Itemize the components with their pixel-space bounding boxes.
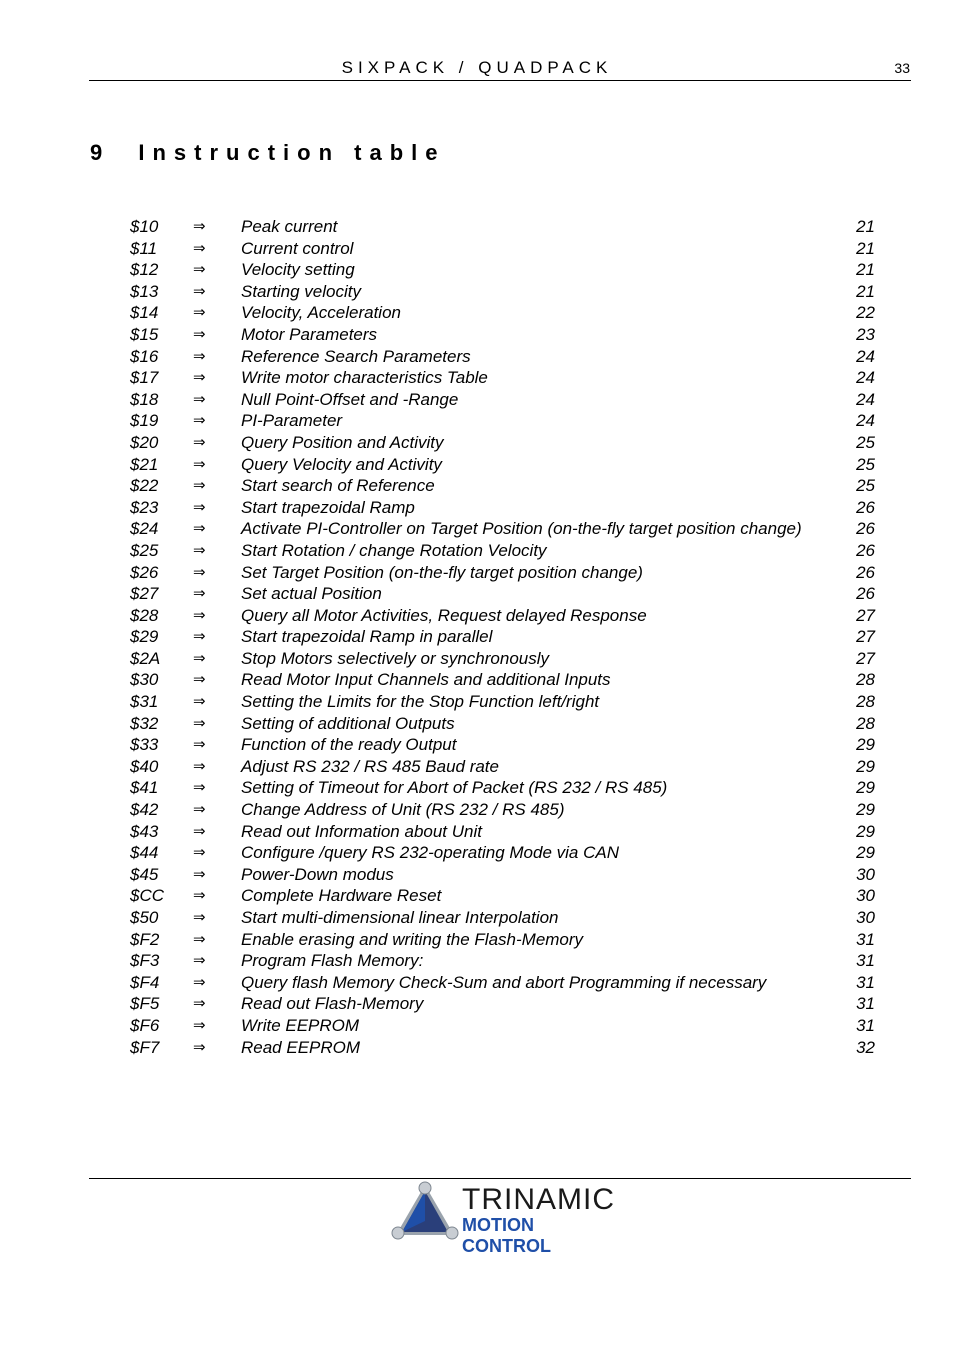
instruction-page: 28 [856,692,875,712]
arrow-icon: ⇒ [193,1016,206,1034]
table-row [130,1015,875,1037]
instruction-code: $21 [130,454,159,474]
instruction-code: $F4 [130,972,160,992]
arrow-icon: ⇒ [193,477,206,495]
arrow-icon: ⇒ [193,649,206,667]
table-row [130,842,875,864]
arrow-icon: ⇒ [193,693,206,711]
logo-wordmark: TRINAMIC [462,1183,615,1216]
instruction-description: Setting the Limits for the Stop Function left/right [241,692,600,712]
arrow-icon: ⇒ [193,757,206,775]
instruction-code: $41 [130,778,159,798]
instruction-page: 29 [856,756,875,776]
instruction-code: $15 [130,324,159,344]
instruction-code: $F5 [130,994,160,1014]
instruction-page: 27 [856,648,875,668]
instruction-page: 29 [856,800,875,820]
table-row [130,907,875,929]
instruction-code: $19 [130,411,159,431]
instruction-page: 32 [856,1037,875,1057]
table-row [130,367,875,389]
instruction-page: 26 [856,540,875,560]
instruction-code: $13 [130,281,159,301]
arrow-icon: ⇒ [193,887,206,905]
instruction-code: $43 [130,821,159,841]
instruction-page: 24 [856,346,875,366]
table-row [130,1037,875,1059]
table-row [130,691,875,713]
instruction-code: $18 [130,389,159,409]
table-row [130,324,875,346]
instruction-description: Reference Search Parameters [241,346,471,366]
table-row [130,238,875,260]
instruction-description: Read EEPROM [241,1037,361,1057]
logo-subtitle: MOTION CONTROL [462,1215,551,1256]
arrow-icon: ⇒ [193,412,206,430]
instruction-description: Velocity setting [241,260,355,280]
arrow-icon: ⇒ [193,1038,206,1056]
instruction-page: 24 [856,411,875,431]
arrow-icon: ⇒ [193,930,206,948]
instruction-page: 29 [856,778,875,798]
instruction-code: $14 [130,303,159,323]
instruction-code: $16 [130,346,159,366]
instruction-description: Set Target Position (on-the-fly target position change) [241,562,643,582]
table-row [130,389,875,411]
section-number: 9 [90,140,111,165]
table-row [130,972,875,994]
arrow-icon: ⇒ [193,304,206,322]
instruction-code: $2A [130,648,161,668]
footer-rule [89,1178,911,1179]
instruction-page: 26 [856,497,875,517]
arrow-icon: ⇒ [193,606,206,624]
instruction-description: Start multi-dimensional linear Interpolation [241,908,559,927]
instruction-page: 30 [856,908,875,927]
arrow-icon: ⇒ [193,218,206,235]
instruction-code: $32 [130,713,159,733]
arrow-icon: ⇒ [193,347,206,365]
table-row [130,929,875,951]
table-row [130,777,875,799]
instruction-description: Configure /query RS 232-operating Mode via CAN [241,843,619,863]
instruction-description: Read out Information about Unit [241,821,482,841]
instruction-description: Velocity, Acceleration [241,303,401,323]
instruction-description: Peak current [241,217,338,236]
table-row [130,432,875,454]
instruction-page: 31 [856,972,875,992]
instruction-code: $17 [130,368,159,388]
table-row [130,281,875,303]
table-row [130,259,875,281]
section-title: Instruction table [138,140,446,165]
instruction-page: 29 [856,821,875,841]
table-row [130,540,875,562]
arrow-icon: ⇒ [193,455,206,473]
instruction-description: Start Rotation / change Rotation Velocity [241,540,547,560]
instruction-description: Query all Motor Activities, Request delayed Response [241,605,647,625]
table-row [130,993,875,1015]
instruction-page: 30 [856,864,875,884]
arrow-icon: ⇒ [193,261,206,279]
arrow-icon: ⇒ [193,520,206,538]
instruction-code: $26 [130,562,159,582]
instruction-code: $F7 [130,1037,160,1057]
table-row [130,799,875,821]
arrow-icon: ⇒ [193,779,206,797]
arrow-icon: ⇒ [193,909,206,926]
table-row [130,346,875,368]
instruction-code: $28 [130,605,159,625]
arrow-icon: ⇒ [193,369,206,387]
instruction-page: 26 [856,519,875,539]
instruction-description: Power-Down modus [241,864,394,884]
table-row [130,821,875,843]
arrow-icon: ⇒ [193,433,206,451]
instruction-code: $27 [130,584,159,604]
arrow-icon: ⇒ [193,541,206,559]
instruction-page: 30 [856,886,875,906]
trinamic-logo-icon [390,1181,460,1241]
arrow-icon: ⇒ [193,282,206,300]
instruction-page: 25 [856,476,875,496]
instruction-description: Setting of Timeout for Abort of Packet (RS 232 / RS 485) [241,778,668,798]
instruction-description: Set actual Position [241,584,382,604]
table-row [130,734,875,756]
arrow-icon: ⇒ [193,563,206,581]
instruction-page: 22 [856,303,875,323]
page-number: 33 [894,60,910,76]
instruction-page: 27 [856,627,875,647]
instruction-code: $31 [130,692,159,712]
instruction-description: Enable erasing and writing the Flash-Memory [241,929,584,949]
instruction-description: Start trapezoidal Ramp [241,497,415,517]
table-row [130,497,875,519]
instruction-description: Change Address of Unit (RS 232 / RS 485) [241,800,565,820]
instruction-code: $CC [130,886,165,906]
instruction-page: 24 [856,368,875,388]
instruction-page: 28 [856,670,875,690]
instruction-page: 23 [856,324,875,344]
instruction-description: Setting of additional Outputs [241,713,455,733]
instruction-description: Write motor characteristics Table [241,368,488,388]
instruction-code: $24 [130,519,159,539]
instruction-code: $40 [130,756,159,776]
instruction-code: $29 [130,627,159,647]
instruction-code: $42 [130,800,159,820]
arrow-icon: ⇒ [193,952,206,970]
table-row [130,756,875,778]
instruction-page: 21 [856,238,875,258]
instruction-page: 26 [856,562,875,582]
table-row [130,864,875,886]
instruction-page: 31 [856,951,875,971]
arrow-icon: ⇒ [193,390,206,408]
instruction-description: PI-Parameter [241,411,343,431]
instruction-code: $11 [130,238,158,258]
arrow-icon: ⇒ [193,498,206,516]
section-heading [90,140,446,166]
instruction-description: Read Motor Input Channels and additional Inputs [241,670,611,690]
instruction-description: Complete Hardware Reset [241,886,442,906]
table-row [130,583,875,605]
instruction-code: $10 [130,217,159,236]
table-row [130,648,875,670]
table-row [130,669,875,691]
instruction-table [130,216,875,1058]
instruction-page: 31 [856,1015,875,1035]
table-row [130,410,875,432]
table-row [130,885,875,907]
instruction-page: 28 [856,713,875,733]
instruction-code: $12 [130,260,159,280]
page-header-title: SIXPACK / QUADPACK [341,58,613,77]
instruction-page: 29 [856,843,875,863]
instruction-description: Current control [241,238,354,258]
table-row [130,475,875,497]
instruction-page: 25 [856,432,875,452]
table-row [130,518,875,540]
table-row [130,302,875,324]
instruction-description: Null Point-Offset and -Range [241,389,459,409]
arrow-icon: ⇒ [193,239,206,257]
trinamic-logo [390,1181,620,1256]
instruction-description: Stop Motors selectively or synchronously [241,648,550,668]
instruction-description: Read out Flash-Memory [241,994,424,1014]
instruction-code: $F3 [130,951,160,971]
table-row [130,216,875,238]
table-row [130,950,875,972]
instruction-code: $F2 [130,929,160,949]
arrow-icon: ⇒ [193,628,206,646]
instruction-description: Adjust RS 232 / RS 485 Baud rate [241,756,499,776]
instruction-description: Program Flash Memory: [241,951,424,971]
instruction-page: 21 [856,281,875,301]
arrow-icon: ⇒ [193,714,206,732]
instruction-description: Query Velocity and Activity [241,454,442,474]
instruction-description: Start trapezoidal Ramp in parallel [241,627,493,647]
arrow-icon: ⇒ [193,585,206,603]
instruction-code: $22 [130,476,159,496]
instruction-description: Activate PI-Controller on Target Position (on-the-fly target position change) [241,519,802,539]
table-row [130,454,875,476]
instruction-code: $44 [130,843,159,863]
arrow-icon: ⇒ [193,995,206,1013]
instruction-code: $33 [130,735,159,755]
arrow-icon: ⇒ [193,671,206,689]
instruction-page: 21 [856,260,875,280]
instruction-description: Starting velocity [241,281,361,301]
instruction-page: 21 [856,217,875,236]
arrow-icon: ⇒ [193,822,206,840]
instruction-code: $30 [130,670,159,690]
instruction-page: 26 [856,584,875,604]
instruction-code: $45 [130,864,159,884]
instruction-description: Query Position and Activity [241,432,444,452]
instruction-description: Write EEPROM [241,1015,360,1035]
instruction-code: $50 [130,908,159,927]
instruction-page: 31 [856,994,875,1014]
arrow-icon: ⇒ [193,801,206,819]
arrow-icon: ⇒ [193,844,206,862]
instruction-code: $F6 [130,1015,160,1035]
instruction-page: 25 [856,454,875,474]
instruction-code: $25 [130,540,159,560]
instruction-description: Function of the ready Output [241,735,457,755]
instruction-page: 29 [856,735,875,755]
table-row [130,626,875,648]
header-rule [89,80,911,81]
arrow-icon: ⇒ [193,865,206,883]
instruction-code: $23 [130,497,159,517]
instruction-description: Query flash Memory Check-Sum and abort Programming if necessary [241,972,767,992]
instruction-page: 24 [856,389,875,409]
arrow-icon: ⇒ [193,325,206,343]
instruction-page: 27 [856,605,875,625]
instruction-description: Motor Parameters [241,324,378,344]
arrow-icon: ⇒ [193,736,206,754]
arrow-icon: ⇒ [193,973,206,991]
table-row [130,605,875,627]
table-row [130,713,875,735]
table-row [130,562,875,584]
instruction-page: 31 [856,929,875,949]
instruction-code: $20 [130,432,159,452]
instruction-description: Start search of Reference [241,476,435,496]
